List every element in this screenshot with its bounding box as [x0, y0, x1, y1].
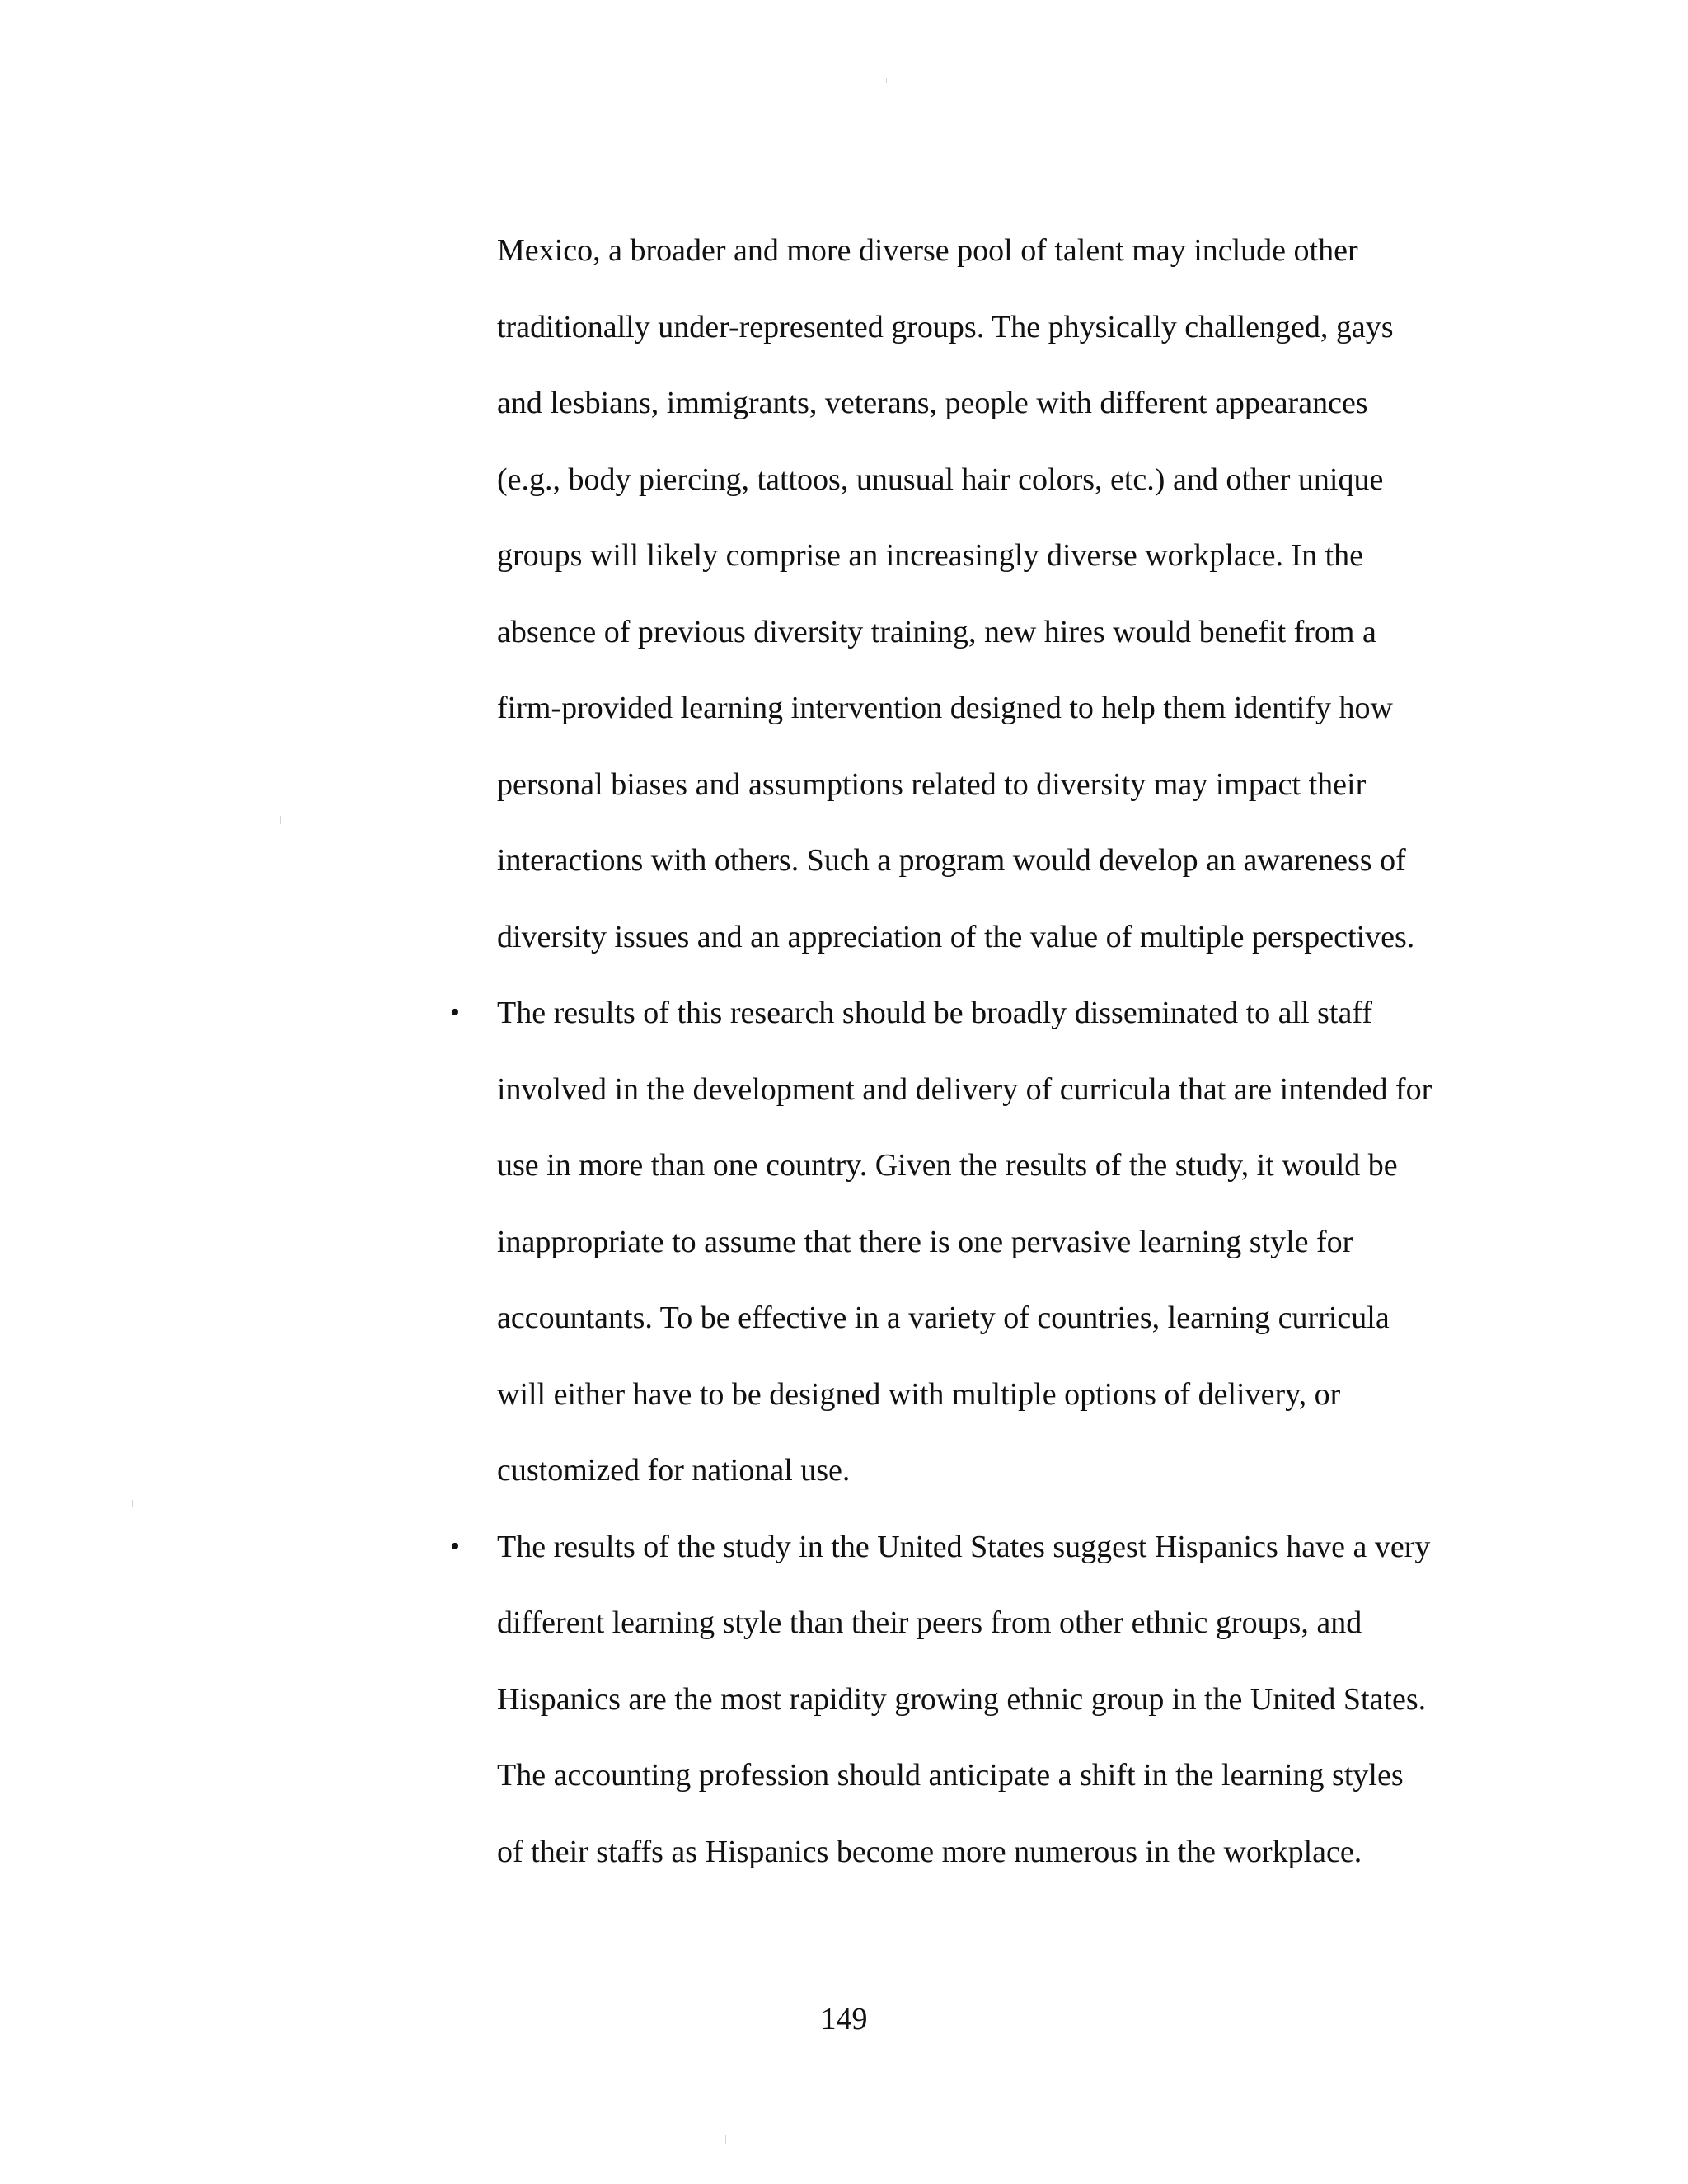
text-line: customized for national use.	[497, 1453, 851, 1488]
text-line: The accounting profession should anticipate a shift in the learning styles	[497, 1758, 1404, 1793]
scan-speck	[132, 1500, 133, 1507]
text-line: interactions with others. Such a program would develop an awareness of	[497, 843, 1406, 878]
page-number: 149	[820, 2002, 868, 2036]
text-line: inappropriate to assume that there is one pervasive learning style for	[497, 1224, 1353, 1259]
bullet-icon: •	[450, 1530, 460, 1562]
text-line: The results of this research should be broadly disseminated to all staff	[497, 996, 1372, 1030]
text-line: absence of previous diversity training, new hires would benefit from a	[497, 614, 1376, 649]
text-line: traditionally under-represented groups. The physically challenged, gays	[497, 309, 1394, 344]
bullet-icon: •	[450, 997, 460, 1028]
text-line: accountants. To be effective in a variety of countries, learning curricula	[497, 1301, 1390, 1335]
paragraph-continuation	[497, 213, 1486, 975]
text-line: The results of the study in the United States suggest Hispanics have a very	[497, 1529, 1431, 1564]
text-line: firm-provided learning intervention designed to help them identify how	[497, 691, 1393, 725]
scan-speck	[725, 2135, 726, 2144]
text-line: use in more than one country. Given the results of the study, it would be	[497, 1148, 1398, 1183]
text-line: diversity issues and an appreciation of the value of multiple perspectives.	[497, 919, 1415, 954]
text-line: different learning style than their peers from other ethnic groups, and	[497, 1605, 1362, 1640]
text-line: will either have to be designed with multiple options of delivery, or	[497, 1376, 1341, 1412]
text-line: Mexico, a broader and more diverse pool of talent may include other	[497, 233, 1358, 268]
text-line: and lesbians, immigrants, veterans, people with different appearances	[497, 386, 1368, 420]
bullet-item-hispanics	[450, 1509, 1486, 1891]
text-line: (e.g., body piercing, tattoos, unusual hair colors, etc.) and other unique	[497, 462, 1384, 497]
bullet-item-dissemination	[450, 975, 1486, 1509]
scan-speck	[280, 816, 281, 824]
text-line: Hispanics are the most rapidity growing ethnic group in the United States.	[497, 1681, 1427, 1717]
body-text	[450, 213, 1486, 1890]
text-line: groups will likely comprise an increasingly diverse workplace. In the	[497, 538, 1364, 573]
text-line: of their staffs as Hispanics become more numerous in the workplace.	[497, 1834, 1362, 1869]
text-line: involved in the development and delivery of curricula that are intended for	[497, 1071, 1432, 1107]
scan-speck	[886, 78, 887, 83]
text-line: personal biases and assumptions related to diversity may impact their	[497, 766, 1367, 802]
